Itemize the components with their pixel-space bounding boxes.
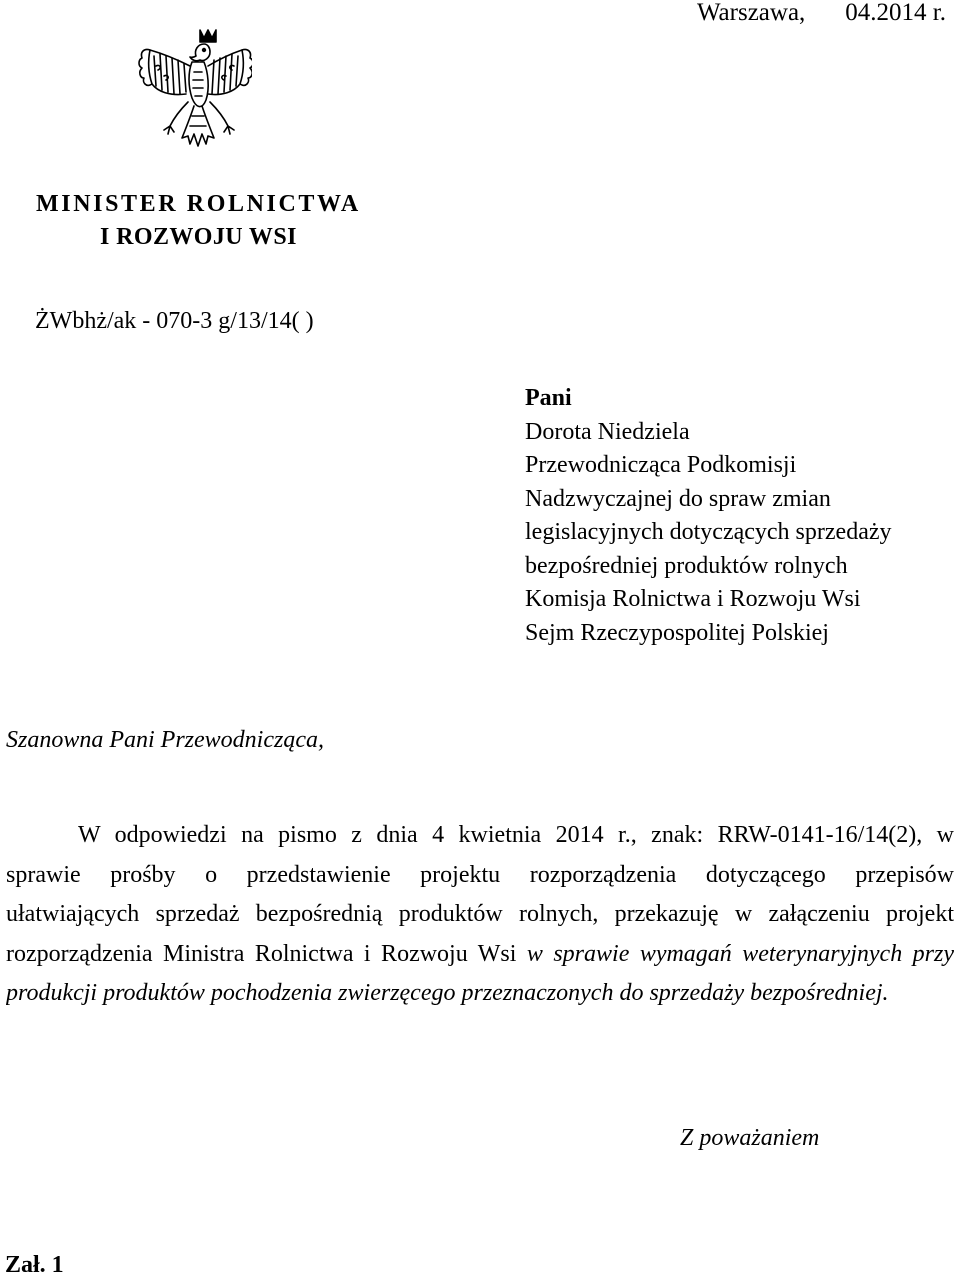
addressee-line: Dorota Niedziela xyxy=(525,418,690,445)
body-line: sprawie prośby o przedstawienie projektu rozporządzenia dotyczącego przepisów xyxy=(6,861,954,888)
addressee-line: Nadzwyczajnej do spraw zmian xyxy=(525,485,831,512)
ministry-header xyxy=(36,188,361,254)
addressee-line: Komisja Rolnictwa i Rozwoju Wsi xyxy=(525,586,861,612)
body-line: ułatwiających sprzedaż bezpośrednią produktów rolnych, przekazuję w załączeniu projekt xyxy=(6,901,954,927)
polish-eagle-emblem-icon xyxy=(134,26,252,160)
salutation: Szanowna Pani Przewodnicząca, xyxy=(6,727,324,753)
body-line-italic: w sprawie wymagań weterynaryjnych przy xyxy=(526,940,954,967)
document-date xyxy=(697,0,946,28)
addressee-line: Przewodnicząca Podkomisji xyxy=(525,452,797,478)
body-line xyxy=(6,935,954,975)
ministry-line-2: I ROZWOJU WSI xyxy=(100,224,297,250)
addressee-block xyxy=(525,382,892,650)
reference-number: ŻWbhż/ak - 070-3 g/13/14( ) xyxy=(35,308,314,334)
addressee-line: Pani xyxy=(525,385,572,411)
attachment-note: Zał. 1 xyxy=(5,1252,64,1278)
body-line: W odpowiedzi na pismo z dnia 4 kwietnia 2014 r., znak: RRW-0141-16/14(2), w xyxy=(78,822,954,848)
date-city: Warszawa, xyxy=(696,0,806,26)
date-value: 04.2014 r. xyxy=(845,0,946,26)
addressee-line: legislacyjnych dotyczących sprzedaży xyxy=(525,519,892,545)
body-line-italic: produkcji produktów pochodzenia zwierzęcego przeznaczonych do sprzedaży bezpośredniej. xyxy=(6,980,889,1006)
addressee-line: bezpośredniej produktów rolnych xyxy=(525,552,848,579)
body-line-regular: rozporządzenia Ministra Rolnictwa i Rozwoju Wsi xyxy=(6,940,527,967)
body-line xyxy=(6,974,954,1014)
ministry-line-1: MINISTER ROLNICTWA xyxy=(36,191,361,217)
closing-phrase: Z poważaniem xyxy=(680,1125,820,1151)
addressee-line: Sejm Rzeczypospolitej Polskiej xyxy=(525,619,829,646)
letter-body xyxy=(6,816,954,1014)
